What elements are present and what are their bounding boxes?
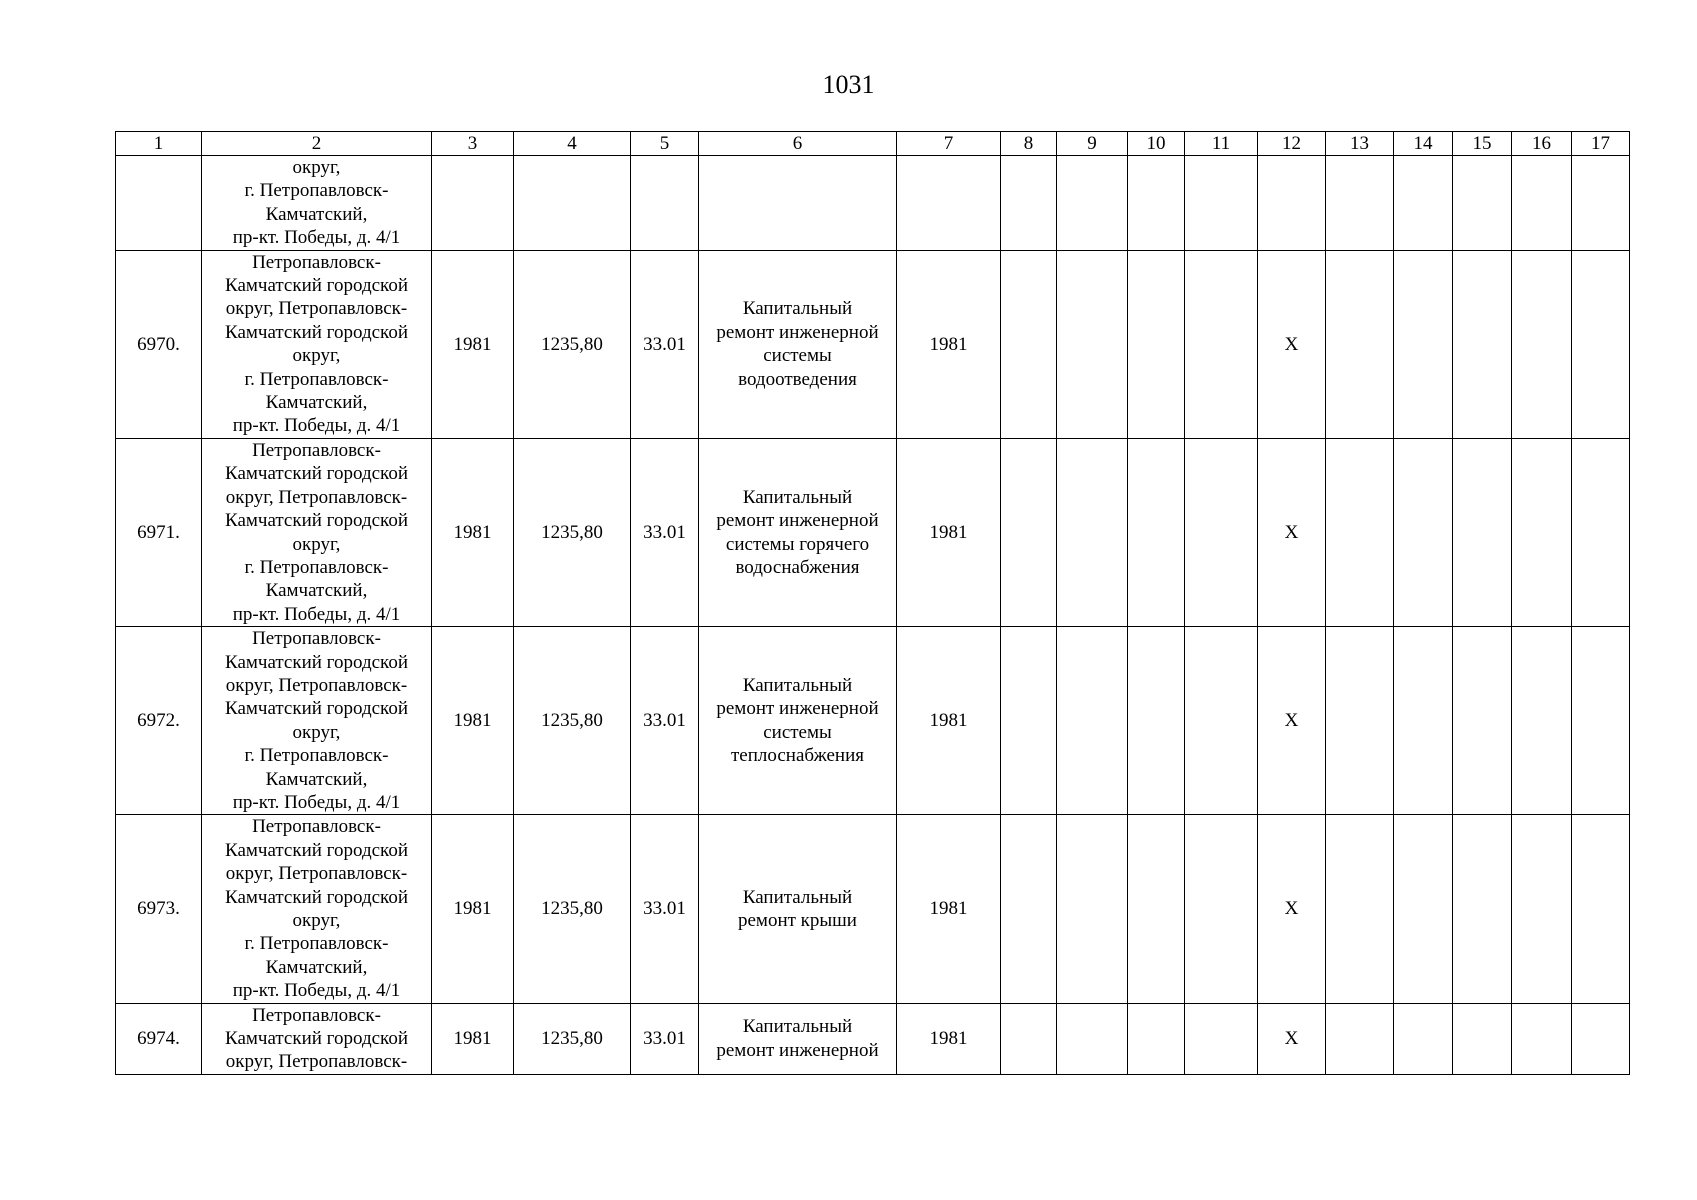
address-line: Камчатский городской bbox=[225, 839, 408, 861]
empty-cell-col14 bbox=[1394, 438, 1453, 626]
address-cell bbox=[202, 250, 432, 438]
empty-cell-col11 bbox=[1185, 438, 1258, 626]
column-number: 7 bbox=[897, 132, 1001, 156]
code-cell: 33.01 bbox=[631, 250, 699, 438]
empty-cell-col16 bbox=[1512, 1003, 1572, 1074]
area-cell: 1235,80 bbox=[514, 815, 631, 1003]
work-type-line: Капитальный bbox=[742, 486, 853, 508]
empty-cell-col15 bbox=[1453, 1003, 1512, 1074]
address-line: Камчатский, bbox=[265, 956, 368, 978]
work-type-cell bbox=[699, 1003, 897, 1074]
empty-cell-col16 bbox=[1512, 156, 1572, 251]
empty-cell-col15 bbox=[1453, 438, 1512, 626]
area-cell: 1235,80 bbox=[514, 1003, 631, 1074]
empty-cell-col11 bbox=[1185, 1003, 1258, 1074]
work-type-line: теплоснабжения bbox=[731, 745, 864, 767]
address-line: пр-кт. Победы, д. 4/1 bbox=[232, 603, 401, 625]
empty-cell-col14 bbox=[1394, 815, 1453, 1003]
empty-cell-col17 bbox=[1572, 1003, 1630, 1074]
address-line: Камчатский, bbox=[265, 392, 368, 414]
work-year-cell: 1981 bbox=[897, 1003, 1001, 1074]
work-type-cell bbox=[699, 250, 897, 438]
row-number-cell: 6974. bbox=[116, 1003, 202, 1074]
address-cell bbox=[202, 156, 432, 251]
empty-cell-col14 bbox=[1394, 627, 1453, 815]
address-line: пр-кт. Победы, д. 4/1 bbox=[232, 791, 401, 813]
column-number: 17 bbox=[1572, 132, 1630, 156]
work-type-line: системы bbox=[763, 721, 832, 743]
address-line: округ, Петропавловск- bbox=[225, 298, 408, 320]
address-line: округ, bbox=[292, 910, 341, 931]
code-cell: 33.01 bbox=[631, 627, 699, 815]
empty-cell-col8 bbox=[1001, 1003, 1057, 1074]
address-line: г. Петропавловск- bbox=[244, 180, 389, 202]
empty-cell-col13 bbox=[1326, 1003, 1394, 1074]
year-cell: 1981 bbox=[432, 438, 514, 626]
mark-cell-col12: X bbox=[1258, 627, 1326, 815]
column-number: 11 bbox=[1185, 132, 1258, 156]
address-line: г. Петропавловск- bbox=[244, 933, 389, 955]
address-line: Петропавловск- bbox=[252, 439, 381, 461]
work-type-line: ремонт инженерной bbox=[716, 321, 879, 343]
table-row bbox=[116, 156, 1630, 251]
register-table bbox=[115, 131, 1630, 1075]
empty-cell-col9 bbox=[1057, 1003, 1128, 1074]
address-line: Петропавловск- bbox=[252, 816, 381, 838]
work-type-line: системы bbox=[763, 345, 832, 367]
address-line: округ, Петропавловск- bbox=[225, 1051, 408, 1073]
mark-cell-col12: X bbox=[1258, 438, 1326, 626]
address-line: округ, bbox=[292, 345, 341, 367]
address-line: пр-кт. Победы, д. 4/1 bbox=[232, 415, 401, 437]
address-line: Камчатский городской bbox=[225, 275, 408, 297]
empty-cell-col9 bbox=[1057, 815, 1128, 1003]
table-row bbox=[116, 1003, 1630, 1074]
empty-cell-col8 bbox=[1001, 627, 1057, 815]
column-number: 9 bbox=[1057, 132, 1128, 156]
address-cell bbox=[202, 1003, 432, 1074]
address-line: пр-кт. Победы, д. 4/1 bbox=[232, 227, 401, 249]
table-row bbox=[116, 250, 1630, 438]
code-cell: 33.01 bbox=[631, 815, 699, 1003]
table-row bbox=[116, 815, 1630, 1003]
address-line: Камчатский городской bbox=[225, 510, 408, 532]
empty-cell-col13 bbox=[1326, 250, 1394, 438]
work-year-cell: 1981 bbox=[897, 815, 1001, 1003]
empty-cell-col17 bbox=[1572, 815, 1630, 1003]
year-cell: 1981 bbox=[432, 1003, 514, 1074]
empty-cell-col9 bbox=[1057, 438, 1128, 626]
work-type-line: ремонт крыши bbox=[738, 910, 857, 931]
empty-cell-col10 bbox=[1128, 250, 1185, 438]
address-line: Петропавловск- bbox=[252, 1004, 381, 1026]
address-line: округ, bbox=[292, 721, 341, 743]
address-line: Петропавловск- bbox=[252, 251, 381, 273]
column-number-row bbox=[116, 132, 1630, 156]
empty-cell-col14 bbox=[1394, 156, 1453, 251]
column-number: 1 bbox=[116, 132, 202, 156]
address-line: Камчатский городской bbox=[225, 463, 408, 485]
page-number: 1031 bbox=[822, 70, 875, 99]
empty-cell-col11 bbox=[1185, 627, 1258, 815]
empty-cell-col10 bbox=[1128, 815, 1185, 1003]
empty-cell-col16 bbox=[1512, 627, 1572, 815]
address-cell bbox=[202, 627, 432, 815]
address-line: округ, Петропавловск- bbox=[225, 674, 408, 696]
table-row bbox=[116, 627, 1630, 815]
empty-cell-col13 bbox=[1326, 438, 1394, 626]
area-cell: 1235,80 bbox=[514, 438, 631, 626]
address-line: округ, bbox=[292, 157, 341, 178]
area-cell: 1235,80 bbox=[514, 627, 631, 815]
empty-cell-col16 bbox=[1512, 250, 1572, 438]
address-line: Камчатский городской bbox=[225, 321, 408, 343]
empty-cell-col17 bbox=[1572, 627, 1630, 815]
address-line: г. Петропавловск- bbox=[244, 556, 389, 578]
work-type-cell bbox=[699, 815, 897, 1003]
address-line: округ, bbox=[292, 533, 341, 555]
address-line: Камчатский, bbox=[265, 203, 368, 225]
column-number: 2 bbox=[202, 132, 432, 156]
address-line: округ, Петропавловск- bbox=[225, 486, 408, 508]
column-number: 10 bbox=[1128, 132, 1185, 156]
work-type-line: Капитальный bbox=[742, 1016, 853, 1038]
column-number: 12 bbox=[1258, 132, 1326, 156]
work-year-cell: 1981 bbox=[897, 250, 1001, 438]
work-type-line: Капитальный bbox=[742, 674, 853, 696]
work-type-line: ремонт инженерной bbox=[716, 698, 879, 720]
work-type-cell bbox=[699, 438, 897, 626]
empty-cell-col8 bbox=[1001, 156, 1057, 251]
address-line: округ, Петропавловск- bbox=[225, 863, 408, 885]
empty-cell-col9 bbox=[1057, 627, 1128, 815]
mark-cell-col12 bbox=[1258, 156, 1326, 251]
row-number-cell: 6972. bbox=[116, 627, 202, 815]
empty-cell-col17 bbox=[1572, 250, 1630, 438]
mark-cell-col12: X bbox=[1258, 250, 1326, 438]
address-line: Камчатский городской bbox=[225, 886, 408, 908]
empty-cell-col17 bbox=[1572, 156, 1630, 251]
work-year-cell: 1981 bbox=[897, 627, 1001, 815]
empty-cell-col16 bbox=[1512, 438, 1572, 626]
empty-cell-col13 bbox=[1326, 156, 1394, 251]
code-cell: 33.01 bbox=[631, 438, 699, 626]
code-cell bbox=[631, 156, 699, 251]
column-number: 15 bbox=[1453, 132, 1512, 156]
address-line: Камчатский городской bbox=[225, 1028, 408, 1050]
work-type-line: системы горячего bbox=[725, 533, 870, 555]
address-cell bbox=[202, 438, 432, 626]
empty-cell-col10 bbox=[1128, 438, 1185, 626]
empty-cell-col16 bbox=[1512, 815, 1572, 1003]
row-number-cell: 6970. bbox=[116, 250, 202, 438]
empty-cell-col9 bbox=[1057, 156, 1128, 251]
empty-cell-col11 bbox=[1185, 156, 1258, 251]
empty-cell-col8 bbox=[1001, 438, 1057, 626]
column-number: 14 bbox=[1394, 132, 1453, 156]
year-cell: 1981 bbox=[432, 815, 514, 1003]
address-line: Камчатский, bbox=[265, 768, 368, 790]
work-type-line: водоснабжения bbox=[735, 556, 860, 578]
address-line: Петропавловск- bbox=[252, 628, 381, 650]
work-type-line: ремонт инженерной bbox=[716, 1039, 879, 1061]
empty-cell-col9 bbox=[1057, 250, 1128, 438]
year-cell: 1981 bbox=[432, 250, 514, 438]
address-line: г. Петропавловск- bbox=[244, 745, 389, 767]
column-number: 4 bbox=[514, 132, 631, 156]
mark-cell-col12: X bbox=[1258, 1003, 1326, 1074]
address-line: Камчатский городской bbox=[225, 698, 408, 720]
column-number: 3 bbox=[432, 132, 514, 156]
empty-cell-col8 bbox=[1001, 250, 1057, 438]
code-cell: 33.01 bbox=[631, 1003, 699, 1074]
address-line: пр-кт. Победы, д. 4/1 bbox=[232, 980, 401, 1002]
empty-cell-col11 bbox=[1185, 815, 1258, 1003]
empty-cell-col17 bbox=[1572, 438, 1630, 626]
address-line: г. Петропавловск- bbox=[244, 368, 389, 390]
empty-cell-col13 bbox=[1326, 627, 1394, 815]
work-year-cell bbox=[897, 156, 1001, 251]
column-number: 16 bbox=[1512, 132, 1572, 156]
empty-cell-col8 bbox=[1001, 815, 1057, 1003]
address-line: Камчатский, bbox=[265, 580, 368, 602]
mark-cell-col12: X bbox=[1258, 815, 1326, 1003]
area-cell: 1235,80 bbox=[514, 250, 631, 438]
empty-cell-col14 bbox=[1394, 1003, 1453, 1074]
work-type-cell bbox=[699, 627, 897, 815]
column-number: 5 bbox=[631, 132, 699, 156]
area-cell bbox=[514, 156, 631, 251]
empty-cell-col15 bbox=[1453, 250, 1512, 438]
empty-cell-col15 bbox=[1453, 156, 1512, 251]
row-number-cell bbox=[116, 156, 202, 251]
work-year-cell: 1981 bbox=[897, 438, 1001, 626]
column-number: 8 bbox=[1001, 132, 1057, 156]
year-cell bbox=[432, 156, 514, 251]
empty-cell-col11 bbox=[1185, 250, 1258, 438]
row-number-cell: 6973. bbox=[116, 815, 202, 1003]
row-number-cell: 6971. bbox=[116, 438, 202, 626]
address-cell bbox=[202, 815, 432, 1003]
work-type-line: Капитальный bbox=[742, 886, 853, 908]
column-number: 13 bbox=[1326, 132, 1394, 156]
year-cell: 1981 bbox=[432, 627, 514, 815]
empty-cell-col13 bbox=[1326, 815, 1394, 1003]
empty-cell-col15 bbox=[1453, 627, 1512, 815]
address-line: Камчатский городской bbox=[225, 651, 408, 673]
empty-cell-col15 bbox=[1453, 815, 1512, 1003]
column-number: 6 bbox=[699, 132, 897, 156]
empty-cell-col10 bbox=[1128, 1003, 1185, 1074]
empty-cell-col10 bbox=[1128, 156, 1185, 251]
work-type-line: водоотведения bbox=[738, 368, 857, 390]
table-row bbox=[116, 438, 1630, 626]
empty-cell-col10 bbox=[1128, 627, 1185, 815]
work-type-line: Капитальный bbox=[742, 298, 853, 320]
work-type-cell bbox=[699, 156, 897, 251]
work-type-line: ремонт инженерной bbox=[716, 510, 879, 532]
empty-cell-col14 bbox=[1394, 250, 1453, 438]
